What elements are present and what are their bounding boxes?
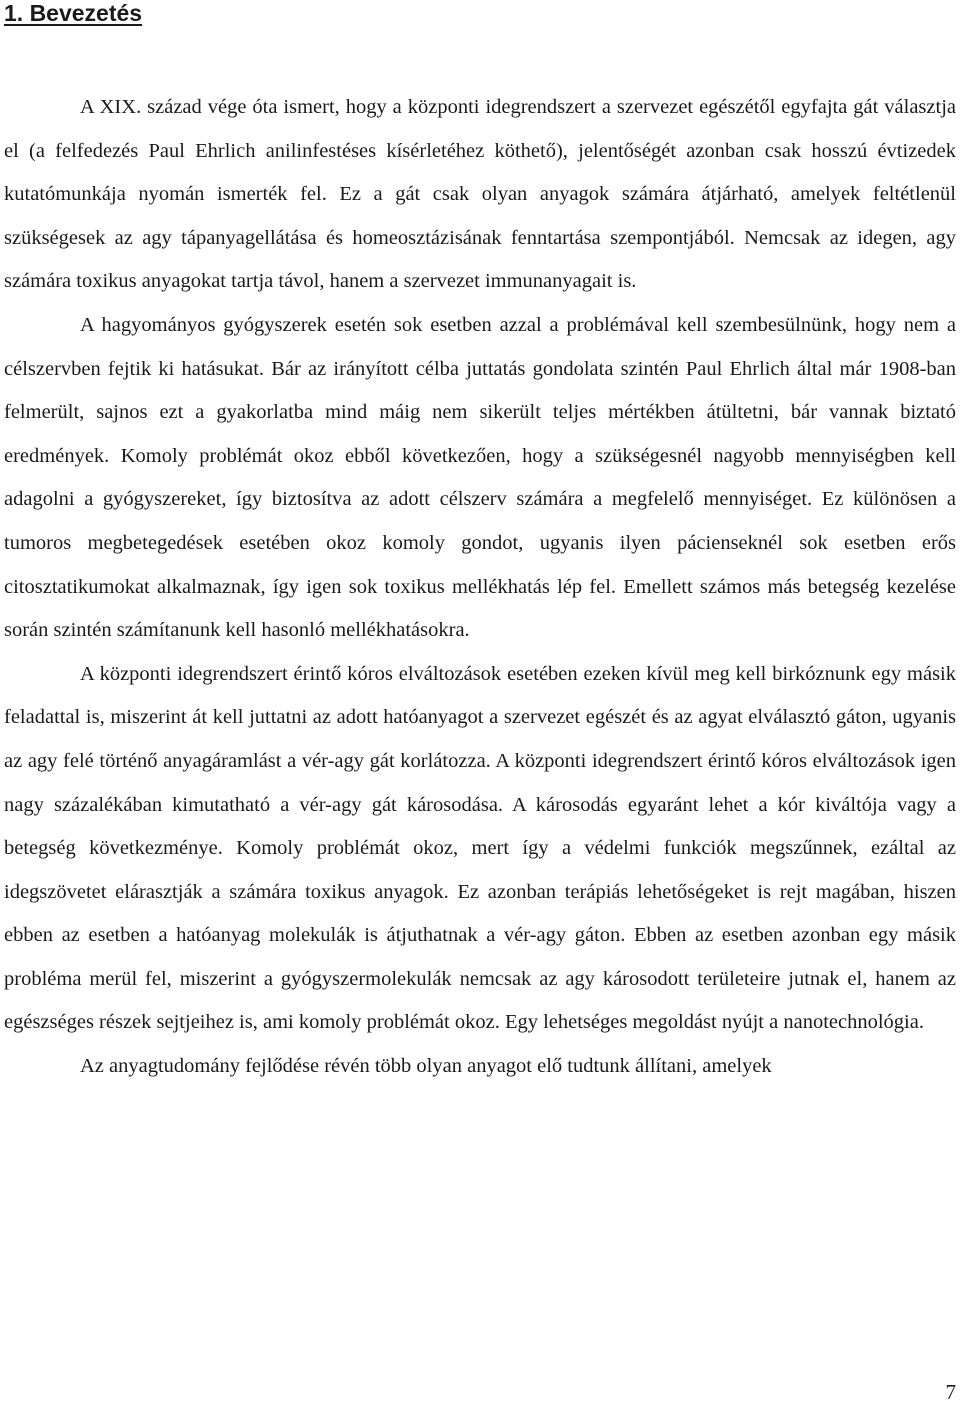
paragraph: A központi idegrendszert érintő kóros elváltozások esetében ezeken kívül meg kell birkóznunk egy másik feladattal is, miszerint át kell juttatni az adott hatóanyagot a szervezet egészét és az agyat elválasztó gáton, ugyanis az agy felé történő anyagáramlást a vér-agy gát korlátozza. A központi idegrendszert érintő kóros elváltozások igen nagy százalékában kimutatható a vér-agy gát károsodása. A károsodás egyaránt lehet a kór kiváltója vagy a betegség következménye. Komoly problémát okoz, mert így a védelmi funkciók megszűnnek, ezáltal az idegszövetet elárasztják a számára toxikus anyagok. Ez azonban terápiás lehetőségeket is rejt magában, hiszen ebben az esetben a hatóanyag molekulák is átjuthatnak a vér-agy gáton. Ebben az esetben azonban egy másik probléma merül fel, miszerint a gyógyszermolekulák nemcsak az agy károsodott területeire jutnak el, hanem az egészséges részek sejtjeihez is, ami komoly problémát okoz. Egy lehetséges megoldást nyújt a nanotechnológia. <box>4 662 956 1034</box>
paragraph: A XIX. század vége óta ismert, hogy a központi idegrendszert a szervezet egészétől egyfajta gát választja el (a felfedezés Paul Ehrlich anilinfestéses kísérletéhez köthető), jelentőségét azonban csak hosszú évtizedek kutatómunkája nyomán ismerték fel. Ez a gát csak olyan anyagok számára átjárható, amelyek feltétlenül szükségesek az agy tápanyagellátása és homeosztázisának fenntartása szempontjából. Nemcsak az idegen, agy számára toxikus anyagokat tartja távol, hanem a szervezet immunanyagait is. <box>4 96 956 293</box>
paragraph: A hagyományos gyógyszerek esetén sok esetben azzal a problémával kell szembesülnünk, hogy nem a célszervben fejtik ki hatásukat. Bár az irányított célba juttatás gondolata szintén Paul Ehrlich által már 1908-ban felmerült, sajnos ezt a gyakorlatba mind máig nem sikerült teljes mértékben átültetni, bár vannak biztató eredmények. Komoly problémát okoz ebből következően, hogy a szükségesnél nagyobb mennyiségben kell adagolni a gyógyszereket, így biztosítva az adott célszerv számára a megfelelő mennyiséget. Ez különösen a tumoros megbetegedések esetében okoz komoly gondot, ugyanis ilyen pácienseknél sok esetben erős citosztatikumokat alkalmaznak, így igen sok toxikus mellékhatás lép fel. Emellett számos más betegség kezelése során szintén számítanunk kell hasonló mellékhatásokra. <box>4 313 956 642</box>
body-text <box>4 86 956 1089</box>
page-number: 7 <box>945 1380 956 1404</box>
paragraph: Az anyagtudomány fejlődése révén több olyan anyagot elő tudtunk állítani, amelyek <box>80 1055 772 1078</box>
section-heading: 1. Bevezetés <box>4 0 143 26</box>
